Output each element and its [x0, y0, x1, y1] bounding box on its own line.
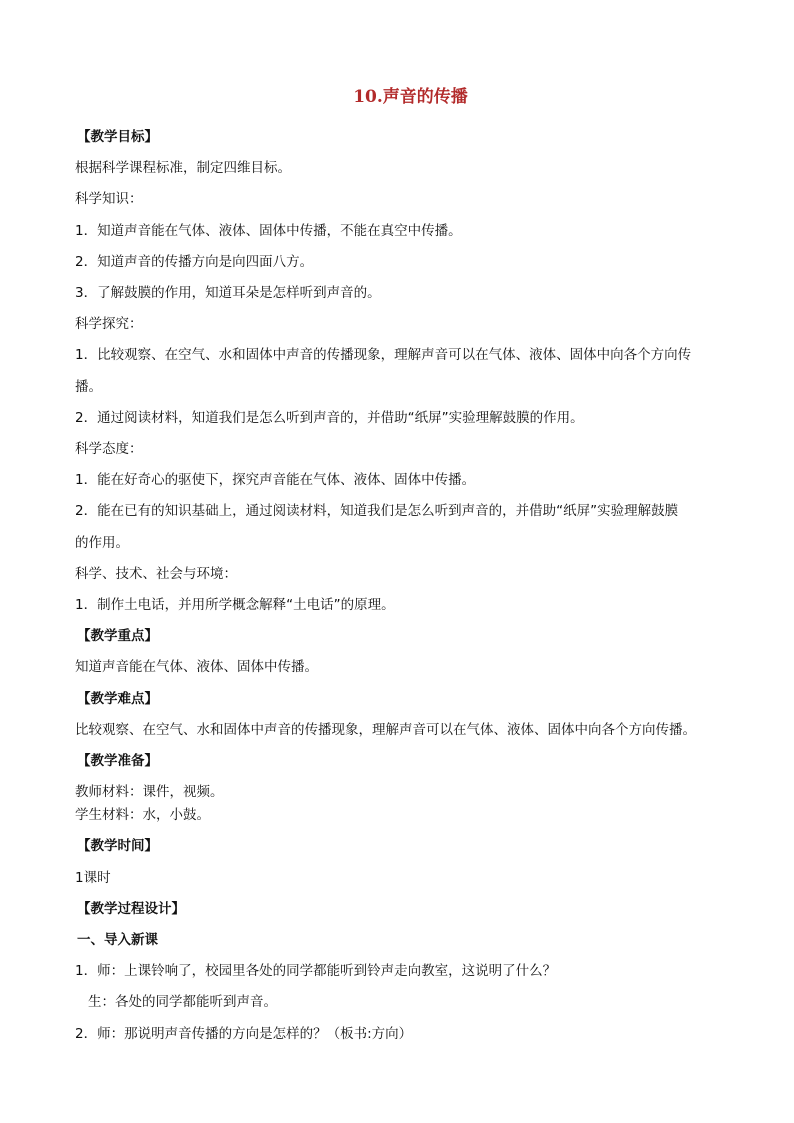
text-line: 科学态度：: [75, 441, 143, 458]
text-line: 1．制作土电话，并用所学概念解释“土电话”的原理。: [75, 597, 395, 614]
section-heading: 【教学时间】: [77, 838, 158, 855]
text-line: 1．知道声音能在气体、液体、固体中传播，不能在真空中传播。: [75, 222, 462, 239]
text-line: 3．了解鼓膜的作用，知道耳朵是怎样听到声音的。: [75, 285, 381, 302]
section-heading: 【教学过程设计】: [77, 900, 185, 917]
text-line: 教师材料：课件，视频。: [75, 784, 224, 801]
text-line: 播。: [75, 378, 102, 395]
section-heading: 一、导入新课: [77, 932, 158, 949]
text-line: 知道声音能在气体、液体、固体中传播。: [75, 659, 318, 676]
text-line: 2．知道声音的传播方向是向四面八方。: [75, 253, 314, 270]
text-line: 科学、技术、社会与环境：: [75, 565, 237, 582]
document-body: [75, 122, 724, 1050]
text-line: 1课时: [75, 869, 111, 886]
text-line: 比较观察、在空气、水和固体中声音的传播现象，理解声音可以在气体、液体、固体中向各个方向传播。: [75, 721, 696, 738]
text-line: 的作用。: [75, 534, 129, 551]
text-line: 学生材料：水，小鼓。: [75, 807, 210, 824]
section-heading: 【教学准备】: [77, 753, 158, 770]
text-line: 科学探究：: [75, 316, 143, 333]
section-heading: 【教学重点】: [77, 628, 158, 645]
answer-line: 生：各处的同学都能听到声音。: [88, 994, 277, 1011]
text-line: 2．师：那说明声音传播的方向是怎样的？（板书:方向）: [75, 1025, 413, 1042]
text-line: 1．能在好奇心的驱使下，探究声音能在气体、液体、固体中传播。: [75, 472, 476, 489]
section-heading: 【教学目标】: [77, 129, 158, 145]
text-line: 2．能在已有的知识基础上，通过阅读材料，知道我们是怎么听到声音的，并借助“纸屏”实验理解鼓膜: [75, 503, 679, 520]
text-line: 科学知识：: [75, 191, 143, 208]
page-title: 10.声音的传播: [353, 87, 468, 107]
section-heading: 【教学难点】: [77, 690, 158, 707]
text-line: 1．师：上课铃响了，校园里各处的同学都能听到铃声走向教室，这说明了什么？: [75, 963, 557, 980]
text-line: 1．比较观察、在空气、水和固体中声音的传播现象，理解声音可以在气体、液体、固体中向各个方向传: [75, 347, 692, 364]
text-line: 2．通过阅读材料，知道我们是怎么听到声音的，并借助“纸屏”实验理解鼓膜的作用。: [75, 409, 584, 426]
text-line: 根据科学课程标准，制定四维目标。: [75, 160, 291, 177]
